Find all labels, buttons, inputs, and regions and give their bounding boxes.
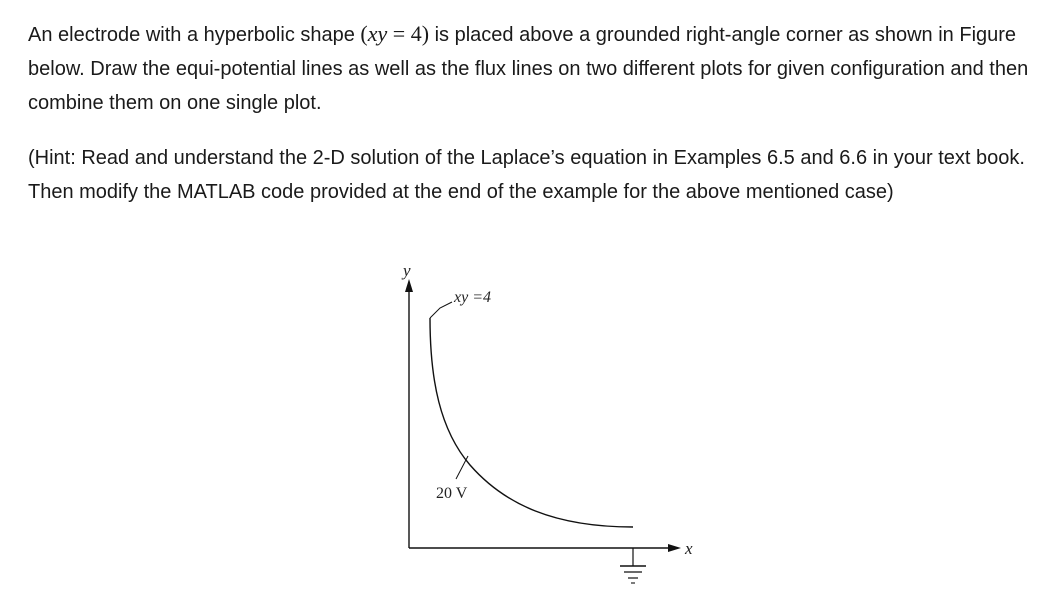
hint-text: (Hint: Read and understand the 2-D solution of the Laplace’s equation in Examples 6.5 and 6.6 in your text book. Then modify the MATLAB code provided at the end of the example for the above mentioned case): [28, 147, 1025, 203]
y-axis-label: y: [403, 261, 411, 280]
x-axis-arrow: [668, 544, 681, 552]
equation: (xy = 4): [360, 21, 430, 46]
ground-icon: [620, 548, 646, 583]
equation-variable: xy: [367, 21, 388, 46]
statement-text-start: An electrode with a hyperbolic shape: [28, 24, 361, 46]
x-axis-label: x: [685, 539, 693, 558]
curve-label: xy =4: [454, 289, 491, 306]
curve-label-leader: [430, 302, 452, 318]
y-axis-arrow: [405, 279, 413, 292]
voltage-label: 20 V: [436, 485, 468, 502]
voltage-label-leader: [456, 456, 468, 479]
statement-text-end: is placed above a grounded right-angle corner as shown in Figure below. Draw the equi-potential lines as well as the flux lines on two different plots for given configuration and then combine them on one single plot.: [28, 24, 1029, 114]
